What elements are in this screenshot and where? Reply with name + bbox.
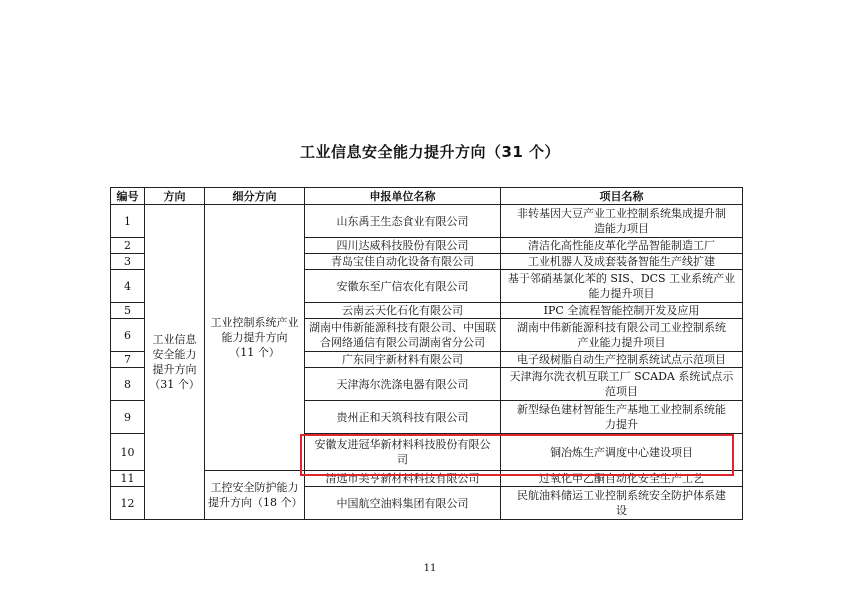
project-cell: 清洁化高性能皮革化学品智能制造工厂 bbox=[501, 238, 743, 254]
table-header-row bbox=[111, 188, 743, 205]
row-number: 11 bbox=[111, 471, 145, 487]
project-cell: IPC 全流程智能控制开发及应用 bbox=[501, 303, 743, 319]
project-cell: 天津海尔洗衣机互联工厂 SCADA 系统试点示 范项目 bbox=[501, 368, 743, 401]
direction-cell: 工业信息 安全能力 提升方向 （31 个） bbox=[145, 205, 205, 520]
unit-cell: 安徽友进冠华新材料科技股份有限公 司 bbox=[305, 434, 501, 471]
unit-cell: 中国航空油料集团有限公司 bbox=[305, 487, 501, 520]
row-number: 2 bbox=[111, 238, 145, 254]
table-row bbox=[111, 205, 743, 238]
project-cell: 工业机器人及成套装备智能生产线扩建 bbox=[501, 254, 743, 270]
unit-cell: 安徽东至广信农化有限公司 bbox=[305, 270, 501, 303]
row-number: 5 bbox=[111, 303, 145, 319]
project-cell: 电子级树脂自动生产控制系统试点示范项目 bbox=[501, 352, 743, 368]
page-number: 11 bbox=[423, 563, 437, 574]
unit-cell: 山东禹王生态食业有限公司 bbox=[305, 205, 501, 238]
row-number: 10 bbox=[111, 434, 145, 471]
header-no: 编号 bbox=[111, 188, 145, 205]
unit-cell: 青岛宝佳自动化设备有限公司 bbox=[305, 254, 501, 270]
row-number: 1 bbox=[111, 205, 145, 238]
unit-cell: 贵州正和天筑科技有限公司 bbox=[305, 401, 501, 434]
header-unit: 申报单位名称 bbox=[305, 188, 501, 205]
header-sub-direction: 细分方向 bbox=[205, 188, 305, 205]
header-direction: 方向 bbox=[145, 188, 205, 205]
project-cell: 新型绿色建材智能生产基地工业控制系统能 力提升 bbox=[501, 401, 743, 434]
unit-cell: 云南云天化石化有限公司 bbox=[305, 303, 501, 319]
project-cell: 基于邻硝基氯化苯的 SIS、DCS 工业系统产业 能力提升项目 bbox=[501, 270, 743, 303]
sub-direction-cell: 工控安全防护能力 提升方向（18 个） bbox=[205, 471, 305, 520]
unit-cell: 清远市美亨新材料科技有限公司 bbox=[305, 471, 501, 487]
row-number: 9 bbox=[111, 401, 145, 434]
row-number: 3 bbox=[111, 254, 145, 270]
unit-cell: 广东同宇新材料有限公司 bbox=[305, 352, 501, 368]
highlight-box bbox=[300, 434, 734, 476]
unit-cell: 天津海尔洗涤电器有限公司 bbox=[305, 368, 501, 401]
unit-cell: 湖南中伟新能源科技有限公司、中国联 合网络通信有限公司湖南省分公司 bbox=[305, 319, 501, 352]
row-number: 6 bbox=[111, 319, 145, 352]
project-cell: 民航油料储运工业控制系统安全防护体系建 设 bbox=[501, 487, 743, 520]
row-number: 7 bbox=[111, 352, 145, 368]
unit-cell: 四川达威科技股份有限公司 bbox=[305, 238, 501, 254]
sub-direction-cell: 工业控制系统产业 能力提升方向 （11 个） bbox=[205, 205, 305, 471]
row-number: 4 bbox=[111, 270, 145, 303]
project-cell: 铜冶炼生产调度中心建设项目 bbox=[501, 434, 743, 471]
row-number: 12 bbox=[111, 487, 145, 520]
project-cell: 湖南中伟新能源科技有限公司工业控制系统 产业能力提升项目 bbox=[501, 319, 743, 352]
row-number: 8 bbox=[111, 368, 145, 401]
project-cell: 过氧化甲乙酮自动化安全生产工艺 bbox=[501, 471, 743, 487]
project-cell: 非转基因大豆产业工业控制系统集成提升制 造能力项目 bbox=[501, 205, 743, 238]
header-project: 项目名称 bbox=[501, 188, 743, 205]
page-title: 工业信息安全能力提升方向（31 个） bbox=[299, 143, 561, 161]
